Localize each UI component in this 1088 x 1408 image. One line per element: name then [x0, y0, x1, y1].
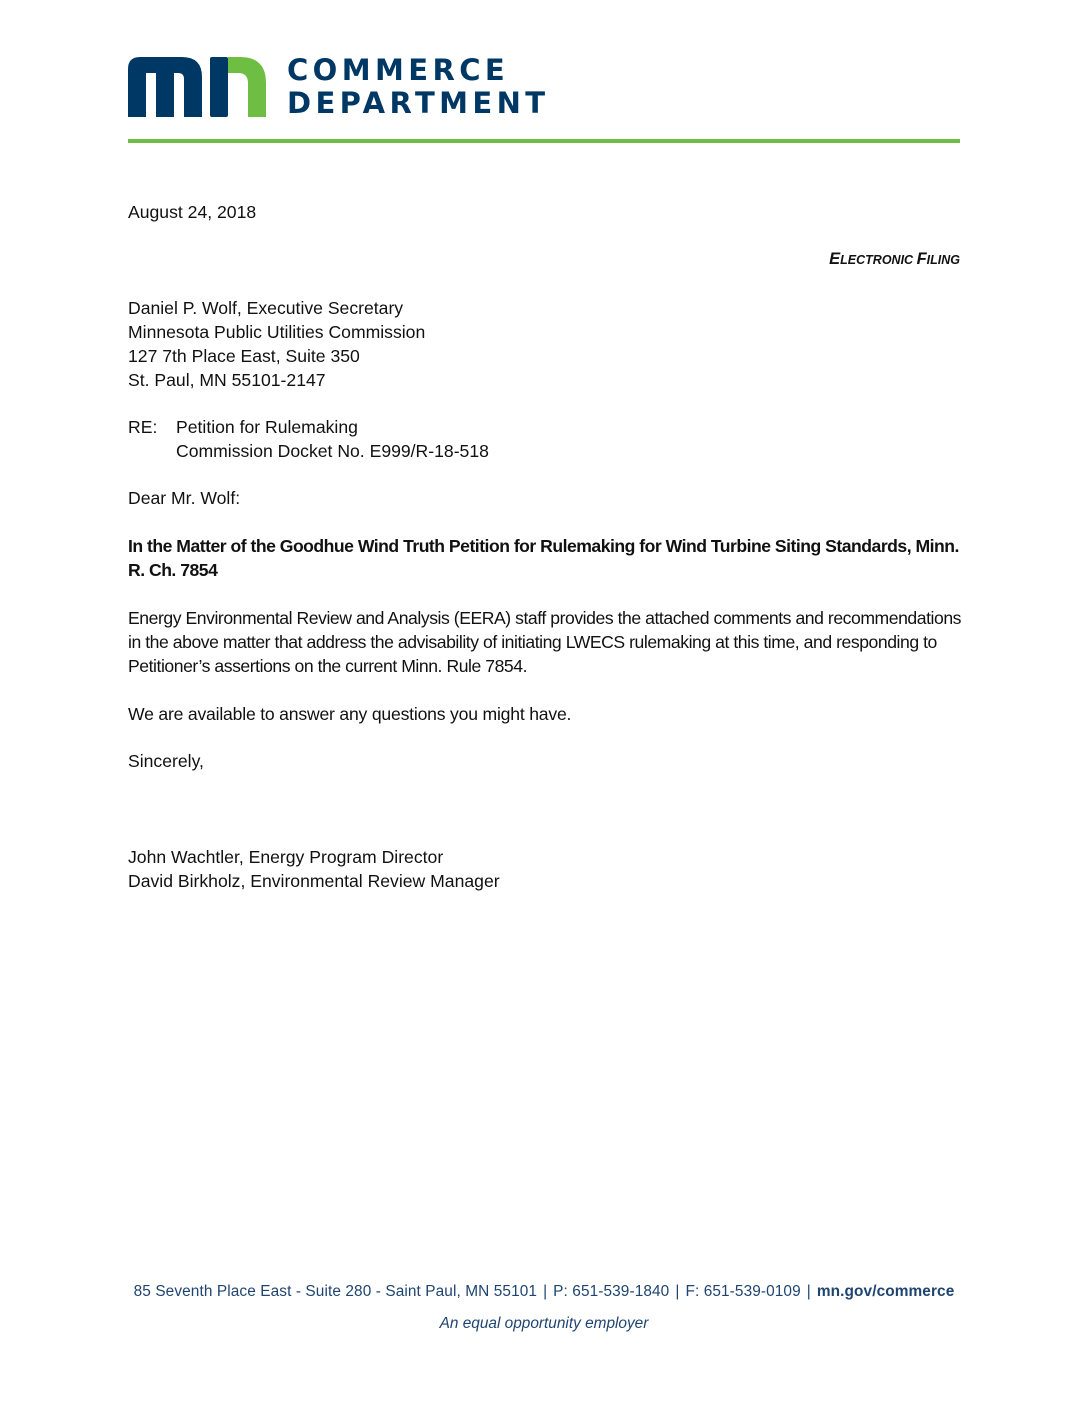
- footer-fax: F: 651-539-0109: [685, 1283, 801, 1300]
- footer-phone: P: 651-539-1840: [553, 1283, 670, 1300]
- re-label: RE:: [128, 417, 158, 437]
- re-docket: Commission Docket No. E999/R-18-518: [176, 441, 489, 461]
- recipient-line: St. Paul, MN 55101-2147: [128, 370, 326, 390]
- footer-address: 85 Seventh Place East - Suite 280 - Saint Paul, MN 55101: [133, 1283, 538, 1300]
- mn-logo-icon: [128, 57, 266, 117]
- re-subject: Petition for Rulemaking: [176, 417, 358, 437]
- org-name-line1: COMMERCE: [287, 53, 510, 87]
- body-paragraph: Energy Environmental Review and Analysis (EERA) staff provides the attached comments and recommendations in the above matter that address the advisability of initiating LWECS rulemaking at this time, and responding to Petitioner’s assertions on the current Minn. Rule 7854.: [128, 608, 961, 676]
- electronic-filing-label: [829, 250, 960, 269]
- recipient-line: Daniel P. Wolf, Executive Secretary: [128, 298, 404, 318]
- signatory: John Wachtler, Energy Program Director: [128, 847, 444, 867]
- header-divider: [128, 139, 960, 143]
- filing-label-part: LECTRONIC: [840, 253, 917, 267]
- filing-label-part: ILING: [926, 253, 960, 267]
- matter-heading: In the Matter of the Goodhue Wind Truth Petition for Rulemaking for Wind Turbine Siting Standards, Minn. R. Ch. 7854: [128, 536, 959, 580]
- salutation: Dear Mr. Wolf:: [128, 488, 241, 508]
- footer-contact: [0, 1283, 1088, 1301]
- org-name-line2: DEPARTMENT: [287, 86, 550, 120]
- recipient-line: 127 7th Place East, Suite 350: [128, 346, 360, 366]
- footer-website-link[interactable]: mn.gov/commerce: [816, 1283, 955, 1300]
- availability-sentence: We are available to answer any questions you might have.: [128, 704, 572, 724]
- signatory: David Birkholz, Environmental Review Manager: [128, 871, 500, 891]
- filing-label-part: F: [916, 250, 927, 268]
- footer-separator: |: [675, 1283, 680, 1300]
- recipient-line: Minnesota Public Utilities Commission: [128, 322, 426, 342]
- org-name: [287, 54, 549, 120]
- recipient-address: [128, 296, 425, 392]
- footer-separator: |: [806, 1283, 811, 1300]
- footer-separator: |: [543, 1283, 548, 1300]
- closing: Sincerely,: [128, 751, 204, 771]
- footer-tagline: An equal opportunity employer: [439, 1315, 649, 1332]
- filing-label-part: E: [829, 250, 841, 268]
- re-block: [128, 415, 489, 463]
- signatories: [128, 845, 500, 893]
- letter-date: August 24, 2018: [128, 202, 257, 222]
